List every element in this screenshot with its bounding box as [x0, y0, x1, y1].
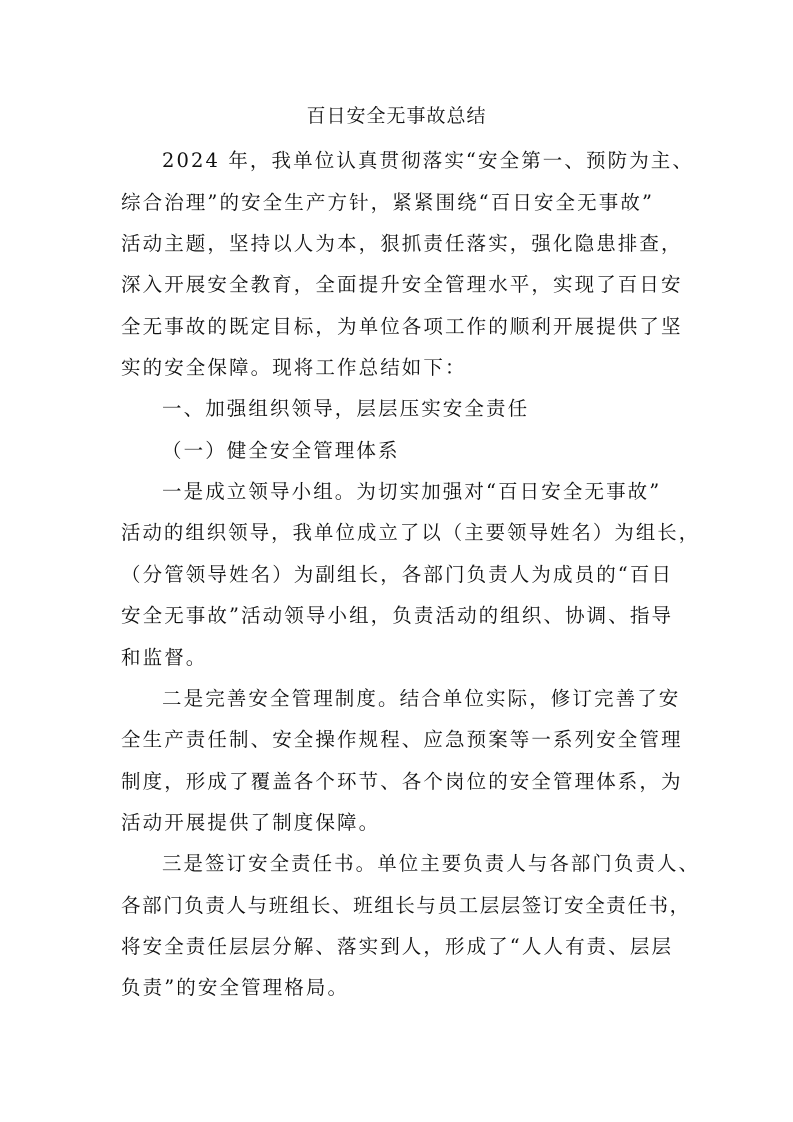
paragraph-line: 全无事故的既定目标，为单位各项工作的顺利开展提供了坚 — [121, 315, 683, 338]
paragraph-line: 活动开展提供了制度保障。 — [121, 811, 381, 834]
paragraph-line: 活动主题，坚持以人为本，狠抓责任落实，强化隐患排查， — [121, 232, 683, 255]
paragraph-line: 2024 年，我单位认真贯彻落实“安全第一、预防为主、 — [162, 149, 694, 172]
paragraph-line: 一是成立领导小组。为切实加强对“百日安全无事故” — [162, 480, 662, 503]
paragraph-line: 和监督。 — [121, 646, 208, 669]
paragraph-line: （分管领导姓名）为副组长，各部门负责人为成员的“百日 — [121, 563, 674, 586]
paragraph-line: 三是签订安全责任书。单位主要负责人与各部门负责人、 — [162, 852, 701, 875]
paragraph-line: 将安全责任层层分解、落实到人，形成了“人人有责、层层 — [121, 935, 674, 958]
section-heading: 一、加强组织领导，层层压实安全责任 — [162, 397, 530, 420]
paragraph-line: 二是完善安全管理制度。结合单位实际，修订完善了安 — [162, 687, 681, 710]
paragraph-line: 安全无事故”活动领导小组，负责活动的组织、协调、指导 — [121, 604, 674, 627]
paragraph-line: 活动的组织领导，我单位成立了以（主要领导姓名）为组长， — [121, 521, 701, 544]
paragraph-line: 深入开展安全教育，全面提升安全管理水平，实现了百日安 — [121, 273, 683, 296]
paragraph-line: 制度，形成了覆盖各个环节、各个岗位的安全管理体系，为 — [121, 770, 683, 793]
document-title: 百日安全无事故总结 — [306, 105, 487, 127]
paragraph-line: 负责”的安全管理格局。 — [121, 976, 350, 999]
paragraph-line: 实的安全保障。现将工作总结如下： — [121, 356, 467, 379]
paragraph-line: 全生产责任制、安全操作规程、应急预案等一系列安全管理 — [121, 728, 683, 751]
subsection-heading: （一）健全安全管理体系 — [162, 439, 400, 462]
paragraph-line: 综合治理”的安全生产方针，紧紧围绕“百日安全无事故” — [121, 191, 655, 214]
paragraph-line: 各部门负责人与班组长、班组长与员工层层签订安全责任书， — [121, 894, 691, 917]
